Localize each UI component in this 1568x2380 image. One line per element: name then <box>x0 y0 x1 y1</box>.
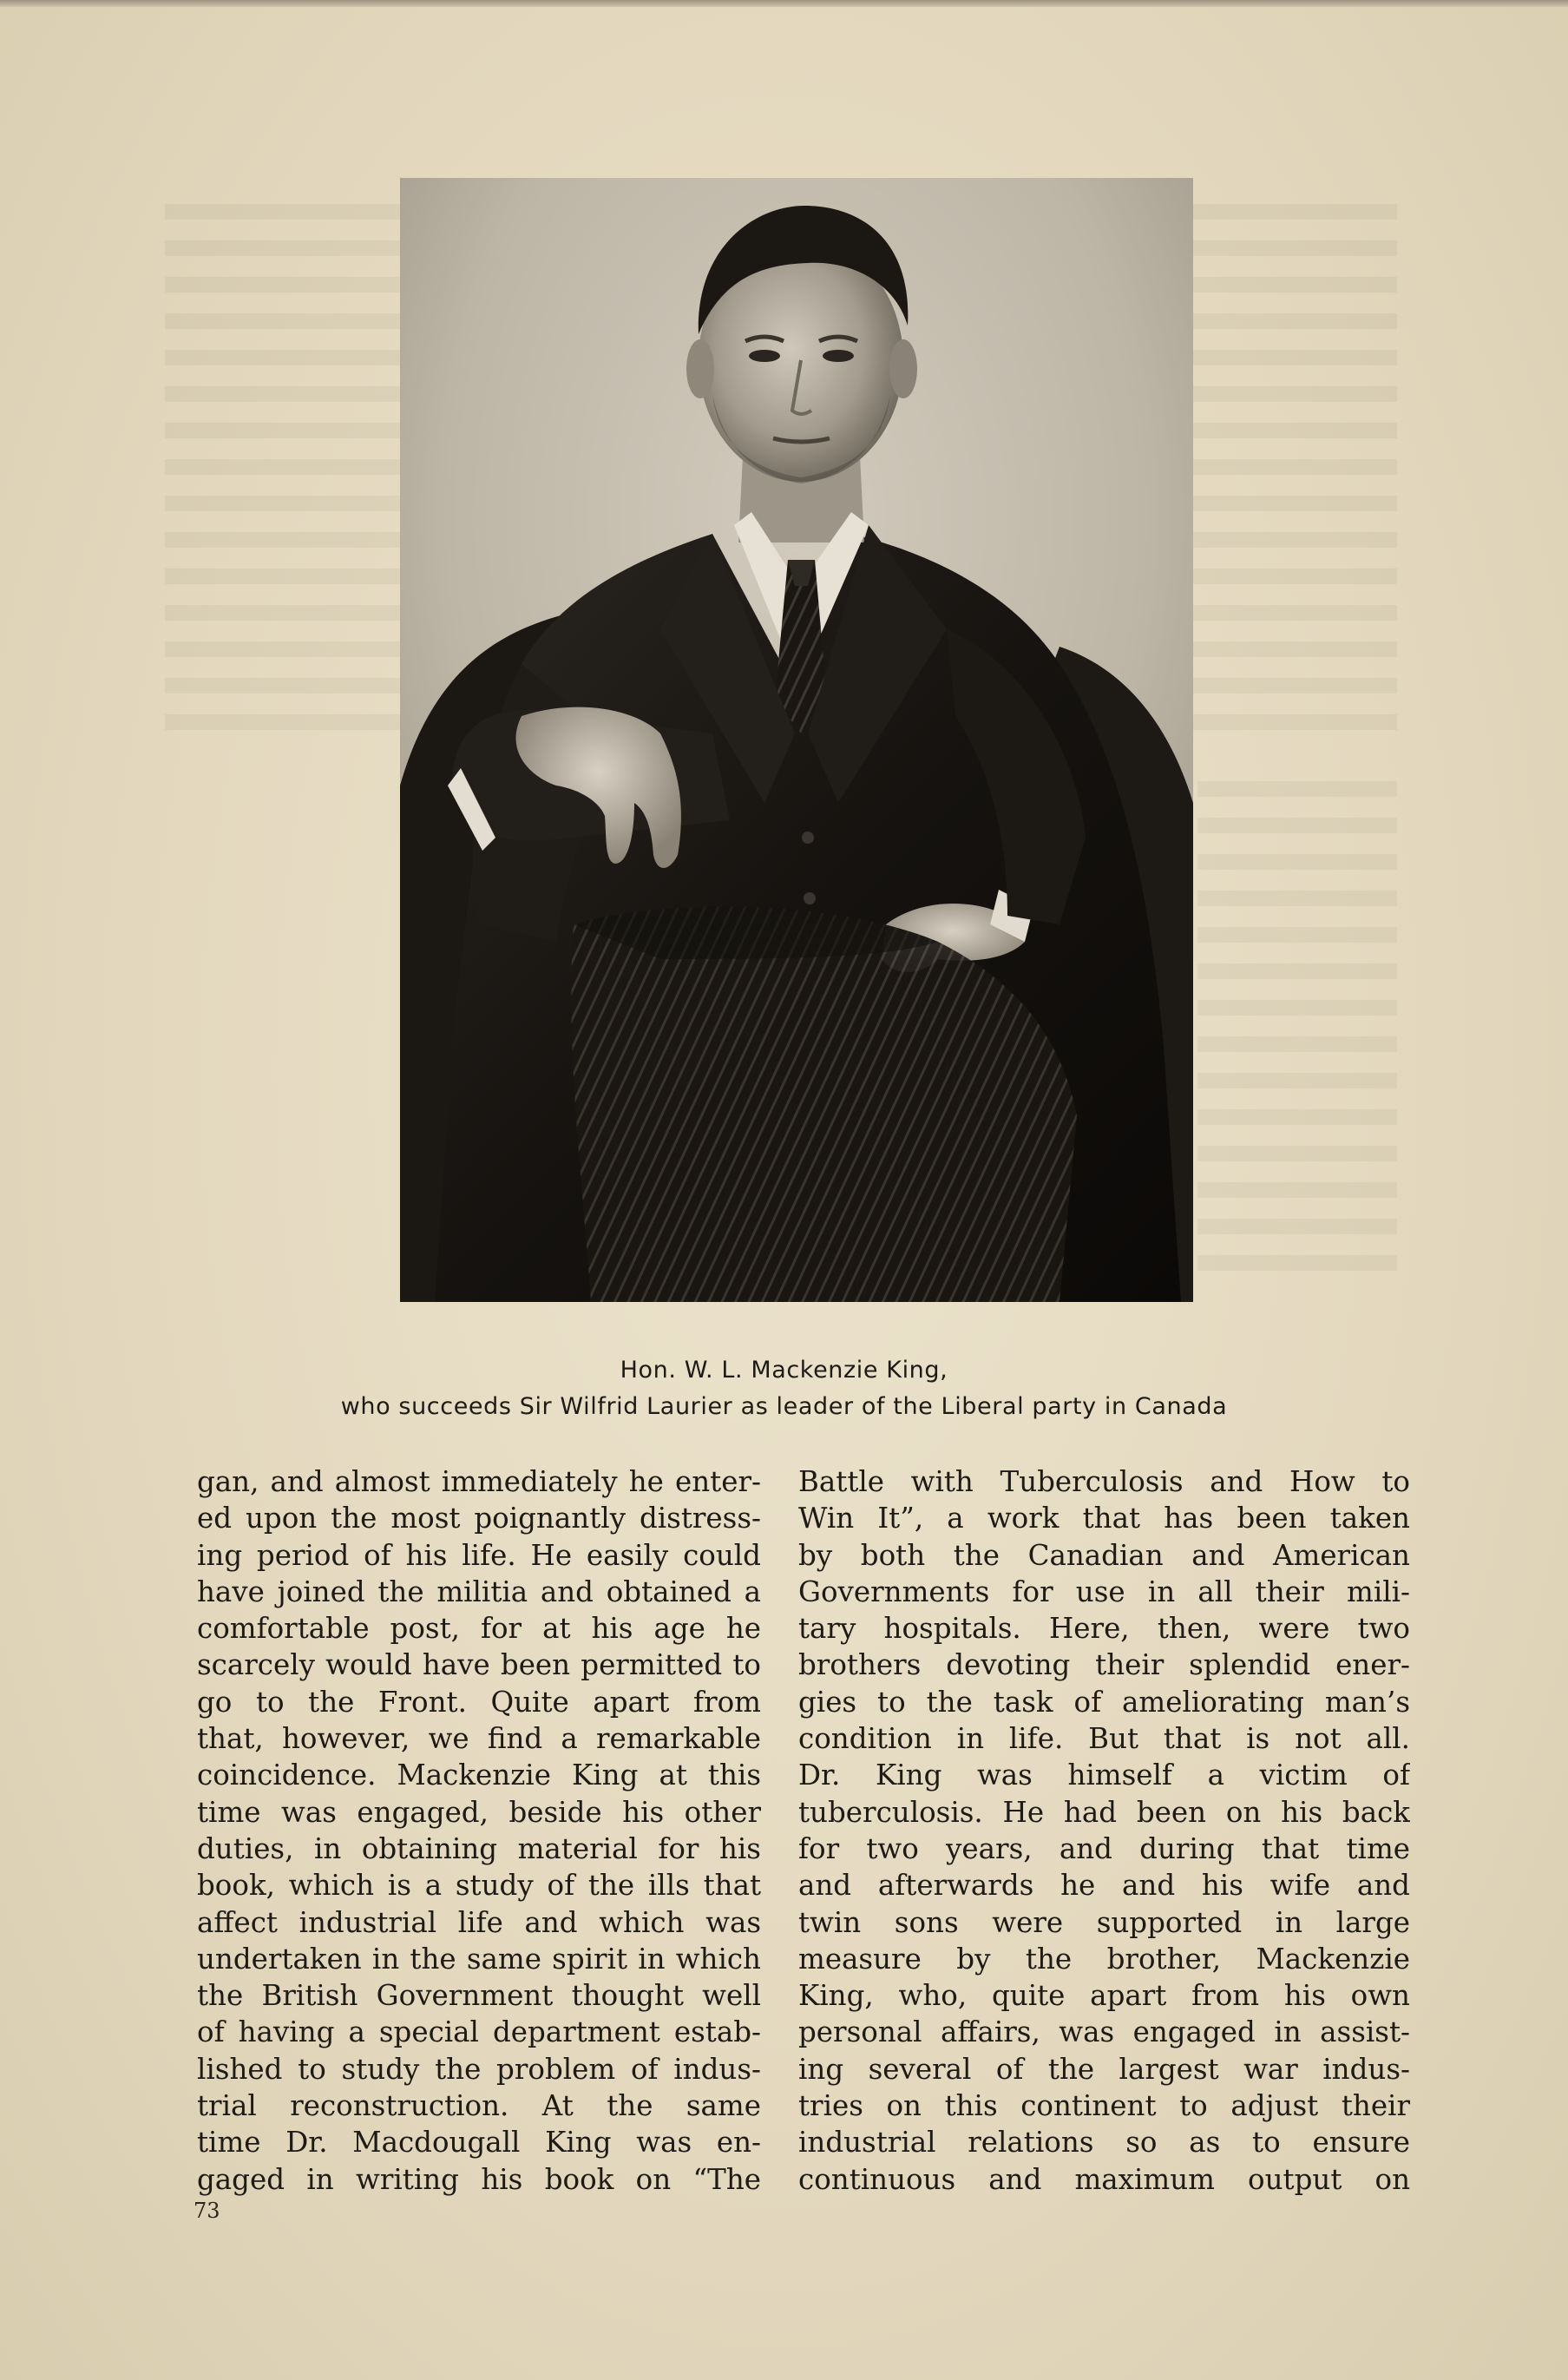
text-line: brothers devoting their splendid ener- <box>798 1648 1410 1682</box>
article-column-left <box>197 1463 761 2198</box>
text-line: continuous and maximum output on <box>798 2162 1410 2196</box>
text-line: for two years, and during that time <box>798 1831 1410 1865</box>
text-line: that, however, we find a remarkable <box>197 1722 761 1756</box>
text-line: undertaken in the same spirit in which <box>197 1942 761 1976</box>
text-line: gan, and almost immediately he enter- <box>197 1465 761 1498</box>
text-line: personal affairs, was engaged in assist- <box>798 2015 1410 2049</box>
text-line: have joined the militia and obtained a <box>197 1575 761 1608</box>
text-line: the British Government thought well <box>197 1979 761 2013</box>
text-line: by both the Canadian and American <box>798 1538 1410 1572</box>
photo-caption-subtitle: who succeeds Sir Wilfrid Laurier as leader of the Liberal party in Canada <box>340 1393 1228 1420</box>
text-line: gies to the task of ameliorating man’s <box>798 1685 1410 1719</box>
text-line: tary hospitals. Here, then, were two <box>798 1612 1410 1646</box>
text-line: condition in life. But that is not all. <box>798 1722 1410 1756</box>
text-line: ing period of his life. He easily could <box>197 1538 761 1572</box>
text-line: Governments for use in all their mili- <box>798 1575 1410 1608</box>
text-line: and afterwards he and his wife and <box>798 1869 1410 1903</box>
text-line: Win It”, a work that has been taken <box>798 1502 1410 1535</box>
page-top-edge <box>0 0 1568 7</box>
text-line: lished to study the problem of indus- <box>197 2052 761 2086</box>
text-line: book, which is a study of the ills that <box>197 1869 761 1903</box>
text-line: time was engaged, beside his other <box>197 1795 761 1829</box>
text-line: of having a special department estab- <box>197 2015 761 2049</box>
text-line: tuberculosis. He had been on his back <box>798 1795 1410 1829</box>
text-line: duties, in obtaining material for his <box>197 1831 761 1865</box>
text-line: Battle with Tuberculosis and How to <box>798 1465 1410 1498</box>
text-line: trial reconstruction. At the same <box>197 2089 761 2123</box>
text-line: ed upon the most poignantly distress- <box>197 1502 761 1535</box>
text-line: tries on this continent to adjust their <box>798 2089 1410 2123</box>
text-line: scarcely would have been permitted to <box>197 1648 761 1682</box>
portrait-illustration <box>400 178 1193 1302</box>
text-line: measure by the brother, Mackenzie <box>798 1942 1410 1976</box>
photo-caption-title: Hon. W. L. Mackenzie King, <box>620 1357 948 1384</box>
text-line: affect industrial life and which was <box>197 1905 761 1939</box>
text-line: ing several of the largest war indus- <box>798 2052 1410 2086</box>
text-line: gaged in writing his book on “The <box>197 2162 761 2196</box>
article-column-right <box>798 1463 1410 2198</box>
portrait-photo <box>400 178 1193 1302</box>
page-number: 73 <box>194 2199 220 2223</box>
text-line: twin sons were supported in large <box>798 1905 1410 1939</box>
text-line: time Dr. Macdougall King was en- <box>197 2126 761 2160</box>
text-line: comfortable post, for at his age he <box>197 1612 761 1646</box>
text-line: King, who, quite apart from his own <box>798 1979 1410 2013</box>
text-line: industrial relations so as to ensure <box>798 2126 1410 2160</box>
text-line: go to the Front. Quite apart from <box>197 1685 761 1719</box>
text-line: coincidence. Mackenzie King at this <box>197 1759 761 1792</box>
text-line: Dr. King was himself a victim of <box>798 1759 1410 1792</box>
